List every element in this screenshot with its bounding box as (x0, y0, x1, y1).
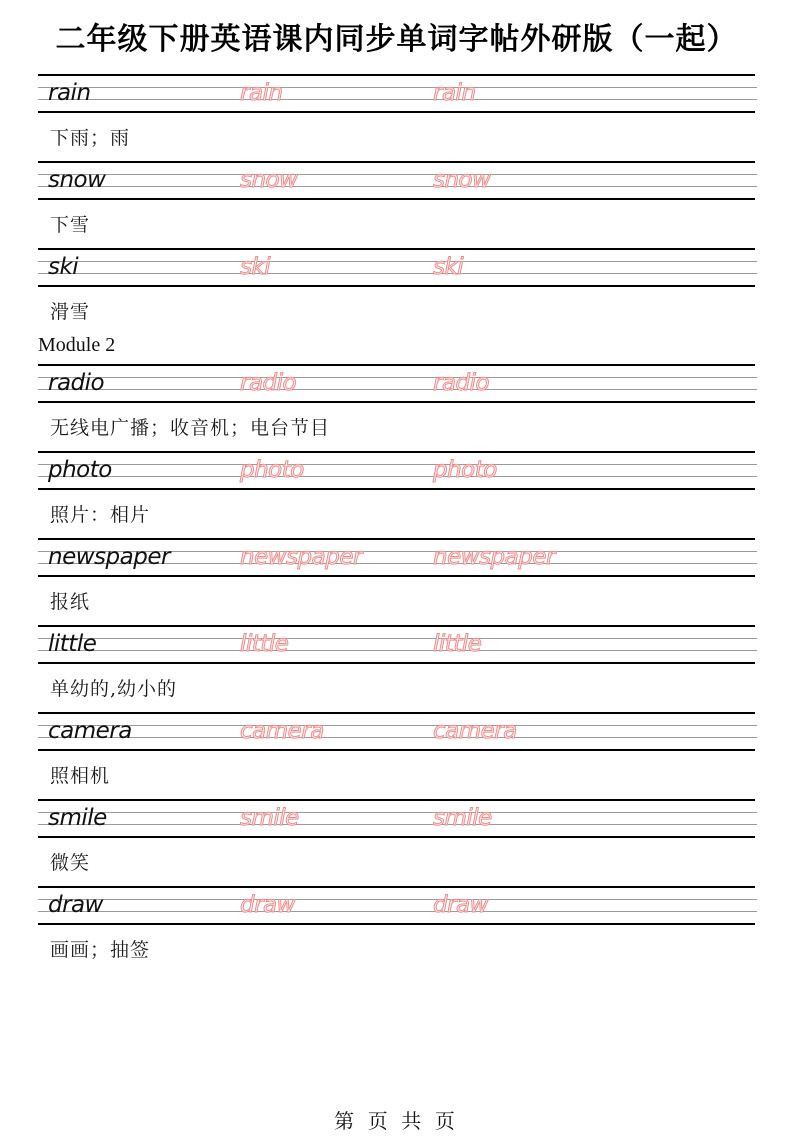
word-trace-copy-1: radio (240, 370, 297, 396)
word-trace-copy-2: ski (433, 254, 464, 280)
word-text: photo (48, 457, 112, 483)
word-meaning: 报纸 (50, 591, 91, 613)
word-meaning: 无线电广播；收音机；电台节目 (50, 417, 331, 439)
guide-line-upper (38, 377, 757, 378)
word-trace-copy-2: camera (433, 718, 517, 744)
word-trace-copy-2: photo (433, 457, 497, 483)
guide-line-baseline (38, 99, 757, 100)
guide-line-baseline (38, 186, 757, 187)
word-meaning: 滑雪 (50, 301, 91, 323)
writing-grid (38, 538, 755, 577)
writing-grid (38, 248, 755, 287)
guide-line-upper (38, 464, 757, 465)
word-trace-copy-2: rain (433, 80, 476, 106)
word-meaning: 下雨；雨 (50, 127, 131, 149)
word-trace-copy-1: ski (240, 254, 271, 280)
word-trace-copy-1: newspaper (240, 544, 362, 570)
guide-line-baseline (38, 273, 757, 274)
word-entry-list (38, 74, 755, 960)
guide-line-baseline (38, 824, 757, 825)
word-text: rain (48, 80, 91, 106)
word-meaning: 微笑 (50, 852, 91, 874)
word-text: little (48, 631, 97, 657)
word-entry (38, 799, 755, 873)
word-text: ski (48, 254, 79, 280)
word-meaning: 照相机 (50, 765, 111, 787)
page-title: 二年级下册英语课内同步单词字帖外研版（一起） (55, 23, 738, 56)
word-trace-copy-1: snow (240, 167, 298, 193)
word-trace-copy-2: little (433, 631, 482, 657)
word-entry (38, 886, 755, 960)
writing-grid (38, 74, 755, 113)
word-text: radio (48, 370, 105, 396)
word-trace-copy-2: smile (433, 805, 492, 831)
guide-line-upper (38, 725, 757, 726)
word-trace-copy-2: radio (433, 370, 490, 396)
word-entry (38, 712, 755, 786)
guide-line-upper (38, 899, 757, 900)
word-entry (38, 625, 755, 699)
word-trace-copy-2: draw (433, 892, 488, 918)
writing-grid (38, 625, 755, 664)
word-trace-copy-1: smile (240, 805, 299, 831)
guide-line-baseline (38, 476, 757, 477)
writing-grid (38, 712, 755, 751)
guide-line-upper (38, 812, 757, 813)
word-text: newspaper (48, 544, 170, 570)
guide-line-upper (38, 87, 757, 88)
word-entry (38, 335, 755, 438)
writing-grid (38, 799, 755, 838)
word-text: camera (48, 718, 132, 744)
word-trace-copy-1: rain (240, 80, 283, 106)
word-entry (38, 538, 755, 612)
guide-line-baseline (38, 737, 757, 738)
word-meaning: 单幼的,幼小的 (50, 678, 178, 700)
word-entry (38, 248, 755, 322)
writing-grid (38, 364, 755, 403)
word-text: draw (48, 892, 103, 918)
word-trace-copy-1: little (240, 631, 289, 657)
guide-line-upper (38, 261, 757, 262)
word-trace-copy-2: newspaper (433, 544, 555, 570)
writing-grid (38, 161, 755, 200)
guide-line-baseline (38, 389, 757, 390)
word-entry (38, 451, 755, 525)
writing-grid (38, 886, 755, 925)
word-text: snow (48, 167, 106, 193)
module-label: Module 2 (38, 334, 116, 356)
word-trace-copy-1: camera (240, 718, 324, 744)
word-trace-copy-1: draw (240, 892, 295, 918)
guide-line-upper (38, 174, 757, 175)
guide-line-baseline (38, 911, 757, 912)
writing-grid (38, 451, 755, 490)
word-meaning: 下雪 (50, 214, 91, 236)
word-trace-copy-2: snow (433, 167, 491, 193)
word-meaning: 画画；抽签 (50, 939, 151, 961)
word-trace-copy-1: photo (240, 457, 304, 483)
word-entry (38, 161, 755, 235)
guide-line-baseline (38, 650, 757, 651)
page-footer: 第 页 共 页 (334, 1111, 459, 1133)
word-meaning: 照片：相片 (50, 504, 151, 526)
word-text: smile (48, 805, 107, 831)
word-entry (38, 74, 755, 148)
guide-line-upper (38, 638, 757, 639)
